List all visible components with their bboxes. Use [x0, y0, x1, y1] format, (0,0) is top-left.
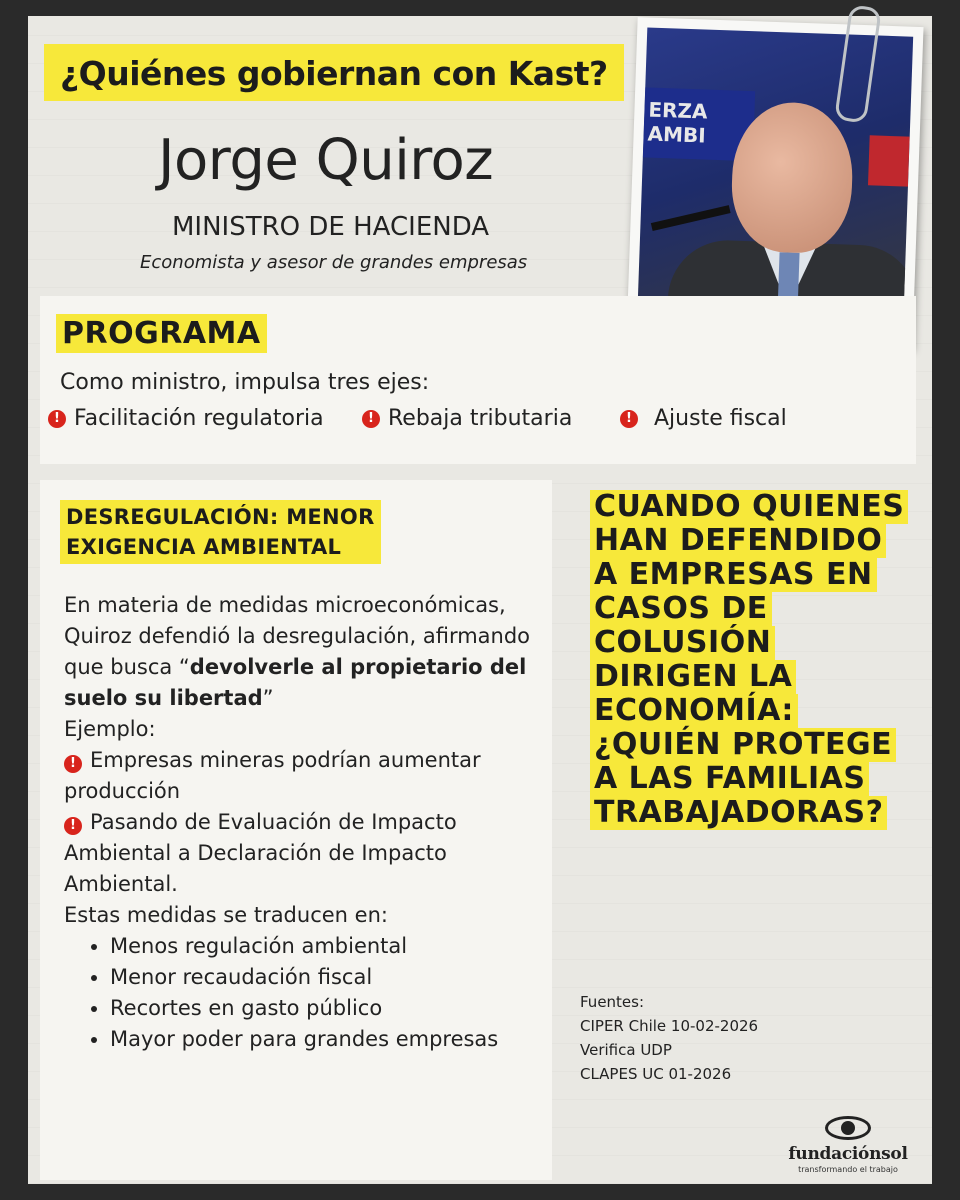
- sources-label: Fuentes:: [580, 993, 645, 1011]
- source-item: Verifica UDP: [580, 1041, 672, 1059]
- callout-line: ECONOMÍA:: [590, 694, 798, 728]
- list-item: • Menos regulación ambiental: [110, 931, 534, 962]
- callout-line: CASOS DE: [590, 592, 772, 626]
- photo-banner-text: [647, 98, 708, 148]
- callout-line: DIRIGEN LA: [590, 660, 796, 694]
- person-description: Economista y asesor de grandes empresas: [140, 252, 528, 273]
- example-text: Pasando de Evaluación de Impacto Ambiental a Declaración de Impacto Ambiental.: [64, 810, 457, 896]
- callout-line: A EMPRESAS EN: [590, 558, 877, 592]
- quote-mark: “: [178, 655, 190, 679]
- quote-mark: ”: [262, 686, 274, 710]
- example-item: [64, 807, 534, 900]
- example-label: Ejemplo:: [64, 717, 156, 741]
- axis-item: [362, 406, 572, 431]
- axis-item: [48, 406, 324, 431]
- callout-line: A LAS FAMILIAS: [590, 762, 869, 796]
- callout-line: COLUSIÓN: [590, 626, 775, 660]
- axis-label: Facilitación regulatoria: [74, 406, 324, 431]
- heading-line: DESREGULACIÓN: MENOR: [66, 505, 375, 529]
- programa-intro: Como ministro, impulsa tres ejes:: [60, 370, 430, 395]
- example-text: Empresas mineras podrían aumentar producción: [64, 748, 481, 803]
- desregulacion-heading: [60, 500, 381, 564]
- list-item: • Menor recaudación fiscal: [110, 962, 534, 993]
- page-title: ¿Quiénes gobiernan con Kast?: [44, 44, 624, 101]
- source-item: CLAPES UC 01-2026: [580, 1065, 732, 1083]
- axis-label: Ajuste fiscal: [654, 406, 787, 431]
- photo-banner-line: AMBI: [647, 121, 707, 148]
- consequences-label: Estas medidas se traducen en:: [64, 903, 388, 927]
- list-item: • Recortes en gasto público: [110, 993, 534, 1024]
- logo-brand: fundaciónsol: [788, 1144, 908, 1164]
- desregulacion-paragraph: [64, 590, 534, 714]
- callout-line: TRABAJADORAS?: [590, 796, 887, 830]
- callout-question: [590, 490, 910, 830]
- heading-line: EXIGENCIA AMBIENTAL: [66, 535, 342, 559]
- axis-label: Rebaja tributaria: [388, 406, 573, 431]
- microphone-icon: [651, 205, 731, 231]
- callout-line: CUANDO QUIENES: [590, 490, 908, 524]
- example-item: [64, 745, 534, 807]
- axis-item: [620, 406, 787, 431]
- logo-tagline: transformando el trabajo: [798, 1165, 898, 1174]
- photo-banner-line: ERZA: [648, 97, 708, 124]
- paragraph-text: En materia de medidas microeconómicas, Quiroz defendió la desregulación, afirmando que busca: [64, 593, 531, 679]
- callout-line: HAN DEFENDIDO: [590, 524, 886, 558]
- callout-line: ¿QUIÉN PROTEGE: [590, 728, 896, 762]
- person-role: MINISTRO DE HACIENDA: [172, 212, 490, 242]
- exclamation-icon: !: [362, 410, 380, 428]
- photo-red-block: [868, 135, 910, 186]
- exclamation-icon: !: [48, 410, 66, 428]
- person-name: Jorge Quiroz: [158, 128, 494, 193]
- quote-text: devolverle al propietario del suelo su libertad: [64, 655, 527, 710]
- desregulacion-body: [64, 590, 534, 1055]
- source-item: CIPER Chile 10-02-2026: [580, 1017, 759, 1035]
- programa-heading: PROGRAMA: [56, 314, 267, 353]
- fundacion-sol-logo: [788, 1116, 908, 1174]
- list-item: • Mayor poder para grandes empresas: [110, 1024, 534, 1055]
- consequences-list: [64, 931, 534, 1055]
- sources: [580, 990, 758, 1086]
- programa-axes: [48, 406, 908, 438]
- eye-icon: [825, 1116, 871, 1140]
- exclamation-icon: !: [620, 410, 638, 428]
- exclamation-icon: !: [64, 817, 82, 835]
- exclamation-icon: !: [64, 755, 82, 773]
